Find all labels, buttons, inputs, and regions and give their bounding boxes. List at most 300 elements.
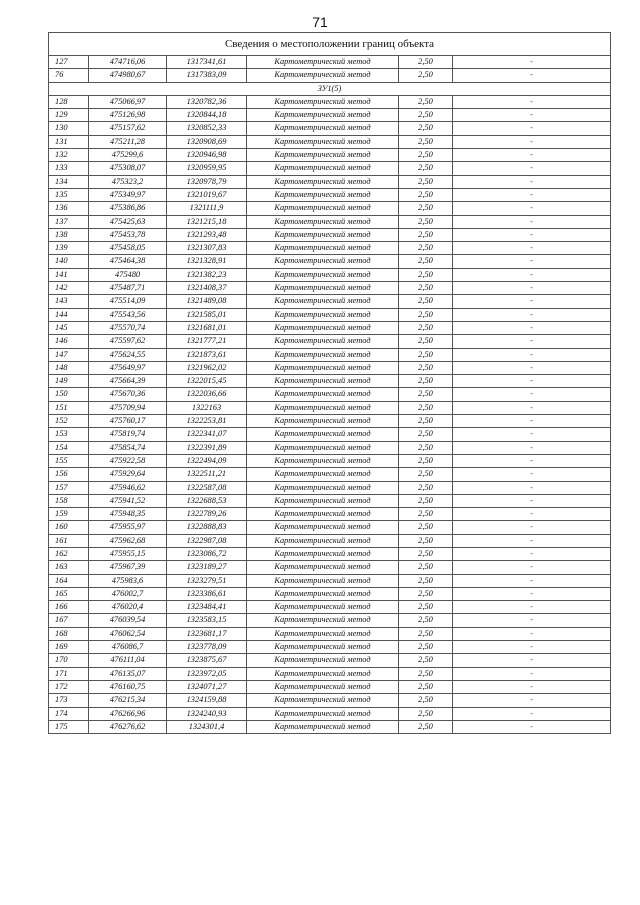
table-row: [49, 162, 611, 175]
table-row: [49, 228, 611, 241]
cell-note: -: [453, 175, 611, 188]
cell-note: -: [453, 388, 611, 401]
cell-x: 475487,71: [89, 282, 167, 295]
cell-method: Картометрический метод: [247, 627, 399, 640]
cell-y: 1321962,02: [167, 361, 247, 374]
cell-n: 150: [49, 388, 89, 401]
cell-x: 475922,58: [89, 454, 167, 467]
cell-method: Картометрический метод: [247, 720, 399, 733]
cell-y: 1320908,69: [167, 135, 247, 148]
table-row: [49, 188, 611, 201]
cell-method: Картометрический метод: [247, 135, 399, 148]
cell-note: -: [453, 654, 611, 667]
cell-precision: 2,50: [399, 454, 453, 467]
cell-method: Картометрический метод: [247, 574, 399, 587]
cell-note: -: [453, 428, 611, 441]
cell-n: 164: [49, 574, 89, 587]
cell-x: 476276,62: [89, 720, 167, 733]
table-row: [49, 468, 611, 481]
cell-x: 476160,75: [89, 680, 167, 693]
cell-x: 475453,78: [89, 228, 167, 241]
cell-n: 170: [49, 654, 89, 667]
cell-n: 135: [49, 188, 89, 201]
cell-y: 1321307,83: [167, 242, 247, 255]
cell-note: -: [453, 534, 611, 547]
cell-y: 1323875,67: [167, 654, 247, 667]
cell-method: Картометрический метод: [247, 521, 399, 534]
cell-x: 476266,96: [89, 707, 167, 720]
cell-note: -: [453, 667, 611, 680]
cell-note: -: [453, 521, 611, 534]
cell-y: 1323681,17: [167, 627, 247, 640]
cell-y: 1317383,09: [167, 69, 247, 82]
table-row: [49, 720, 611, 733]
cell-note: -: [453, 627, 611, 640]
cell-x: 475819,74: [89, 428, 167, 441]
cell-n: 148: [49, 361, 89, 374]
cell-x: 476215,34: [89, 694, 167, 707]
cell-note: -: [453, 680, 611, 693]
cell-note: -: [453, 228, 611, 241]
cell-n: 172: [49, 680, 89, 693]
cell-y: 1323972,05: [167, 667, 247, 680]
cell-y: 1322688,53: [167, 494, 247, 507]
cell-note: -: [453, 375, 611, 388]
cell-n: 167: [49, 614, 89, 627]
cell-method: Картометрический метод: [247, 228, 399, 241]
cell-n: 139: [49, 242, 89, 255]
cell-n: 146: [49, 335, 89, 348]
table-caption-row: [49, 33, 611, 56]
cell-x: 475126,98: [89, 109, 167, 122]
cell-x: 475854,74: [89, 441, 167, 454]
cell-n: 174: [49, 707, 89, 720]
cell-y: 1320946,98: [167, 149, 247, 162]
cell-note: -: [453, 162, 611, 175]
cell-x: 475955,97: [89, 521, 167, 534]
cell-y: 1321681,01: [167, 321, 247, 334]
cell-n: 129: [49, 109, 89, 122]
table-row: [49, 149, 611, 162]
cell-y: 1322789,26: [167, 508, 247, 521]
cell-y: 1320852,33: [167, 122, 247, 135]
cell-note: -: [453, 641, 611, 654]
cell-y: 1322888,83: [167, 521, 247, 534]
cell-x: 476020,4: [89, 601, 167, 614]
table-row: [49, 175, 611, 188]
cell-method: Картометрический метод: [247, 56, 399, 69]
cell-precision: 2,50: [399, 720, 453, 733]
cell-note: -: [453, 441, 611, 454]
table-row: [49, 202, 611, 215]
table-row: [49, 454, 611, 467]
cell-method: Картометрический метод: [247, 308, 399, 321]
cell-y: 1323189,27: [167, 561, 247, 574]
cell-precision: 2,50: [399, 401, 453, 414]
cell-x: 476002,7: [89, 587, 167, 600]
cell-precision: 2,50: [399, 109, 453, 122]
cell-x: 475349,97: [89, 188, 167, 201]
table-row: [49, 481, 611, 494]
cell-method: Картометрический метод: [247, 321, 399, 334]
cell-x: 475458,05: [89, 242, 167, 255]
cell-note: -: [453, 415, 611, 428]
cell-method: Картометрический метод: [247, 255, 399, 268]
table-row: [49, 614, 611, 627]
table-row: [49, 667, 611, 680]
cell-method: Картометрический метод: [247, 667, 399, 680]
cell-precision: 2,50: [399, 69, 453, 82]
table-row: [49, 494, 611, 507]
cell-precision: 2,50: [399, 441, 453, 454]
cell-precision: 2,50: [399, 308, 453, 321]
cell-precision: 2,50: [399, 707, 453, 720]
table-row: [49, 122, 611, 135]
cell-note: -: [453, 574, 611, 587]
cell-x: 475649,97: [89, 361, 167, 374]
cell-y: 1321215,18: [167, 215, 247, 228]
cell-x: 475386,86: [89, 202, 167, 215]
cell-precision: 2,50: [399, 534, 453, 547]
cell-note: -: [453, 109, 611, 122]
table-row: [49, 242, 611, 255]
cell-x: 475323,2: [89, 175, 167, 188]
cell-note: -: [453, 361, 611, 374]
cell-precision: 2,50: [399, 481, 453, 494]
cell-n: 163: [49, 561, 89, 574]
cell-note: -: [453, 56, 611, 69]
cell-x: 476086,7: [89, 641, 167, 654]
cell-n: 137: [49, 215, 89, 228]
cell-x: 475670,36: [89, 388, 167, 401]
table-row: [49, 321, 611, 334]
table-row: [49, 521, 611, 534]
table-row: [49, 707, 611, 720]
cell-y: 1320978,79: [167, 175, 247, 188]
cell-method: Картометрический метод: [247, 348, 399, 361]
table-row: [49, 534, 611, 547]
cell-method: Картометрический метод: [247, 335, 399, 348]
cell-n: 157: [49, 481, 89, 494]
cell-precision: 2,50: [399, 202, 453, 215]
cell-n: 160: [49, 521, 89, 534]
cell-n: 127: [49, 56, 89, 69]
cell-y: 1320844,18: [167, 109, 247, 122]
cell-y: 1322494,09: [167, 454, 247, 467]
cell-x: 475983,6: [89, 574, 167, 587]
section-label: ЗУ1(5): [49, 82, 611, 95]
table-row: [49, 95, 611, 108]
table-row: [49, 441, 611, 454]
cell-x: 475624,55: [89, 348, 167, 361]
cell-precision: 2,50: [399, 162, 453, 175]
cell-n: 76: [49, 69, 89, 82]
cell-x: 475709,94: [89, 401, 167, 414]
table-row: [49, 415, 611, 428]
cell-n: 175: [49, 720, 89, 733]
cell-x: 475543,56: [89, 308, 167, 321]
cell-method: Картометрический метод: [247, 441, 399, 454]
cell-y: 1323778,09: [167, 641, 247, 654]
cell-note: -: [453, 122, 611, 135]
cell-method: Картометрический метод: [247, 215, 399, 228]
cell-precision: 2,50: [399, 255, 453, 268]
cell-note: -: [453, 561, 611, 574]
cell-n: 136: [49, 202, 89, 215]
cell-y: 1322163: [167, 401, 247, 414]
cell-x: 476062,54: [89, 627, 167, 640]
cell-x: 474716,06: [89, 56, 167, 69]
cell-precision: 2,50: [399, 228, 453, 241]
cell-n: 156: [49, 468, 89, 481]
cell-y: 1324071,27: [167, 680, 247, 693]
cell-precision: 2,50: [399, 361, 453, 374]
table-row: [49, 268, 611, 281]
cell-note: -: [453, 188, 611, 201]
cell-precision: 2,50: [399, 587, 453, 600]
cell-y: 1322987,08: [167, 534, 247, 547]
cell-y: 1321019,67: [167, 188, 247, 201]
cell-precision: 2,50: [399, 215, 453, 228]
cell-precision: 2,50: [399, 627, 453, 640]
table-row: [49, 215, 611, 228]
table-row: [49, 574, 611, 587]
cell-precision: 2,50: [399, 282, 453, 295]
cell-n: 158: [49, 494, 89, 507]
cell-note: -: [453, 202, 611, 215]
table-row: [49, 282, 611, 295]
cell-method: Картометрический метод: [247, 175, 399, 188]
table-row: [49, 375, 611, 388]
table-row: [49, 361, 611, 374]
cell-note: -: [453, 601, 611, 614]
cell-n: 154: [49, 441, 89, 454]
cell-y: 1322341,07: [167, 428, 247, 441]
cell-x: 476135,07: [89, 667, 167, 680]
cell-y: 1323583,15: [167, 614, 247, 627]
table-row: [49, 255, 611, 268]
cell-note: -: [453, 720, 611, 733]
table-row: [49, 641, 611, 654]
cell-n: 132: [49, 149, 89, 162]
cell-precision: 2,50: [399, 561, 453, 574]
table-row: [49, 587, 611, 600]
cell-y: 1324240,93: [167, 707, 247, 720]
table-row: [49, 547, 611, 560]
cell-note: -: [453, 587, 611, 600]
cell-method: Картометрический метод: [247, 415, 399, 428]
cell-y: 1317341,61: [167, 56, 247, 69]
cell-precision: 2,50: [399, 614, 453, 627]
cell-note: -: [453, 335, 611, 348]
cell-note: -: [453, 268, 611, 281]
cell-note: -: [453, 69, 611, 82]
cell-precision: 2,50: [399, 242, 453, 255]
table-row: [49, 601, 611, 614]
table-row: [49, 308, 611, 321]
cell-n: 128: [49, 95, 89, 108]
cell-precision: 2,50: [399, 122, 453, 135]
section-row: [49, 82, 611, 95]
cell-x: 475962,68: [89, 534, 167, 547]
cell-method: Картометрический метод: [247, 109, 399, 122]
cell-y: 1321382,23: [167, 268, 247, 281]
cell-precision: 2,50: [399, 348, 453, 361]
cell-x: 475597,62: [89, 335, 167, 348]
cell-method: Картометрический метод: [247, 508, 399, 521]
cell-precision: 2,50: [399, 415, 453, 428]
cell-n: 138: [49, 228, 89, 241]
cell-n: 130: [49, 122, 89, 135]
cell-precision: 2,50: [399, 574, 453, 587]
cell-precision: 2,50: [399, 494, 453, 507]
cell-precision: 2,50: [399, 601, 453, 614]
cell-precision: 2,50: [399, 694, 453, 707]
cell-precision: 2,50: [399, 375, 453, 388]
cell-method: Картометрический метод: [247, 361, 399, 374]
cell-n: 159: [49, 508, 89, 521]
cell-method: Картометрический метод: [247, 401, 399, 414]
table-row: [49, 680, 611, 693]
cell-precision: 2,50: [399, 95, 453, 108]
cell-precision: 2,50: [399, 56, 453, 69]
cell-n: 173: [49, 694, 89, 707]
table-row: [49, 109, 611, 122]
cell-x: 475941,52: [89, 494, 167, 507]
cell-method: Картометрический метод: [247, 95, 399, 108]
cell-note: -: [453, 282, 611, 295]
cell-precision: 2,50: [399, 641, 453, 654]
cell-x: 475308,07: [89, 162, 167, 175]
boundary-coordinates-table: [48, 32, 611, 734]
table-caption: Сведения о местоположении границ объекта: [49, 33, 611, 56]
cell-y: 1321585,01: [167, 308, 247, 321]
cell-n: 169: [49, 641, 89, 654]
cell-n: 165: [49, 587, 89, 600]
cell-precision: 2,50: [399, 680, 453, 693]
table-row: [49, 56, 611, 69]
cell-precision: 2,50: [399, 428, 453, 441]
table-row: [49, 561, 611, 574]
cell-x: 475955,15: [89, 547, 167, 560]
cell-x: 475299,6: [89, 149, 167, 162]
cell-note: -: [453, 508, 611, 521]
cell-x: 475570,74: [89, 321, 167, 334]
cell-x: 475929,64: [89, 468, 167, 481]
cell-y: 1323386,61: [167, 587, 247, 600]
cell-n: 142: [49, 282, 89, 295]
cell-n: 168: [49, 627, 89, 640]
cell-method: Картометрический метод: [247, 69, 399, 82]
cell-x: 475760,17: [89, 415, 167, 428]
cell-method: Картометрический метод: [247, 468, 399, 481]
cell-precision: 2,50: [399, 335, 453, 348]
cell-n: 155: [49, 454, 89, 467]
cell-method: Картометрический метод: [247, 641, 399, 654]
cell-y: 1322391,89: [167, 441, 247, 454]
cell-y: 1324159,88: [167, 694, 247, 707]
cell-x: 475157,62: [89, 122, 167, 135]
cell-y: 1322511,21: [167, 468, 247, 481]
cell-y: 1323086,72: [167, 547, 247, 560]
cell-n: 162: [49, 547, 89, 560]
table-row: [49, 508, 611, 521]
cell-method: Картометрический метод: [247, 494, 399, 507]
cell-precision: 2,50: [399, 295, 453, 308]
cell-note: -: [453, 348, 611, 361]
cell-x: 475948,35: [89, 508, 167, 521]
cell-n: 147: [49, 348, 89, 361]
cell-note: -: [453, 95, 611, 108]
cell-method: Картометрический метод: [247, 149, 399, 162]
cell-note: -: [453, 707, 611, 720]
table-row: [49, 348, 611, 361]
cell-note: -: [453, 308, 611, 321]
cell-note: -: [453, 547, 611, 560]
cell-n: 151: [49, 401, 89, 414]
cell-method: Картометрический метод: [247, 454, 399, 467]
cell-method: Картометрический метод: [247, 162, 399, 175]
cell-method: Картометрический метод: [247, 388, 399, 401]
cell-note: -: [453, 494, 611, 507]
cell-precision: 2,50: [399, 149, 453, 162]
page-number: 71: [312, 14, 328, 30]
cell-y: 1321873,61: [167, 348, 247, 361]
cell-y: 1321293,48: [167, 228, 247, 241]
cell-method: Картометрический метод: [247, 242, 399, 255]
cell-n: 161: [49, 534, 89, 547]
cell-n: 134: [49, 175, 89, 188]
cell-x: 476039,54: [89, 614, 167, 627]
cell-n: 152: [49, 415, 89, 428]
cell-x: 474980,67: [89, 69, 167, 82]
cell-n: 131: [49, 135, 89, 148]
cell-method: Картометрический метод: [247, 694, 399, 707]
cell-method: Картометрический метод: [247, 534, 399, 547]
cell-x: 476111,04: [89, 654, 167, 667]
table-row: [49, 135, 611, 148]
cell-precision: 2,50: [399, 388, 453, 401]
cell-n: 143: [49, 295, 89, 308]
cell-n: 141: [49, 268, 89, 281]
cell-y: 1323279,51: [167, 574, 247, 587]
cell-note: -: [453, 295, 611, 308]
cell-n: 149: [49, 375, 89, 388]
cell-note: -: [453, 694, 611, 707]
cell-y: 1322015,45: [167, 375, 247, 388]
cell-method: Картометрический метод: [247, 547, 399, 560]
cell-note: -: [453, 242, 611, 255]
table-row: [49, 401, 611, 414]
cell-method: Картометрический метод: [247, 680, 399, 693]
cell-method: Картометрический метод: [247, 601, 399, 614]
cell-method: Картометрический метод: [247, 654, 399, 667]
cell-y: 1320782,36: [167, 95, 247, 108]
cell-method: Картометрический метод: [247, 282, 399, 295]
cell-precision: 2,50: [399, 321, 453, 334]
cell-method: Картометрический метод: [247, 202, 399, 215]
cell-y: 1321408,37: [167, 282, 247, 295]
cell-method: Картометрический метод: [247, 268, 399, 281]
cell-n: 153: [49, 428, 89, 441]
cell-method: Картометрический метод: [247, 587, 399, 600]
cell-method: Картометрический метод: [247, 295, 399, 308]
cell-precision: 2,50: [399, 654, 453, 667]
cell-precision: 2,50: [399, 508, 453, 521]
table-row: [49, 295, 611, 308]
cell-method: Картометрический метод: [247, 707, 399, 720]
boundary-table-sheet: [48, 32, 610, 734]
